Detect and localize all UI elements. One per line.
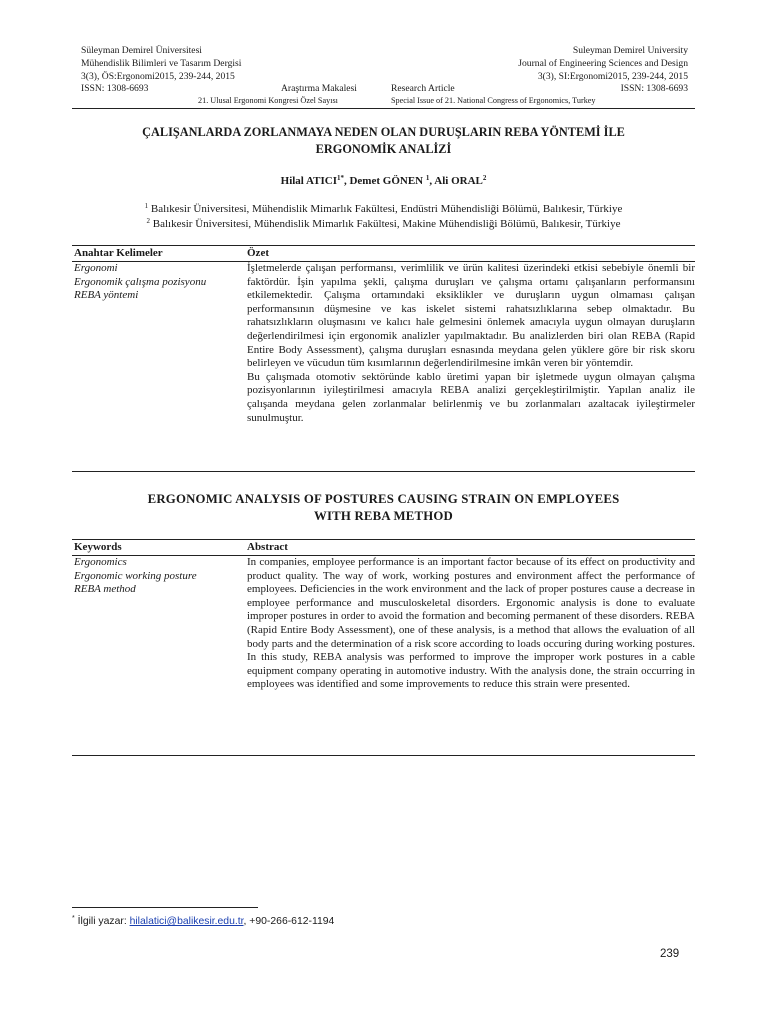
author-affiliation-mark: 1 — [425, 174, 430, 182]
affiliation-number: 2 — [146, 217, 150, 225]
affiliation-text: Balıkesir Üniversitesi, Mühendislik Mimarlık Fakültesi, Makine Mühendisliği Bölümü, Balıkesir, Türkiye — [152, 218, 621, 230]
paper-title-en — [72, 491, 695, 525]
keywords-heading-en: Keywords — [74, 541, 122, 553]
footnote-phone: , +90-266-612-1194 — [243, 916, 335, 927]
affiliation — [72, 218, 695, 230]
issn-right: ISSN: 1308-6693 — [620, 83, 688, 94]
header-line: Süleyman Demirel Üniversitesi — [81, 45, 202, 56]
author-affiliation-mark: 2 — [482, 174, 487, 182]
email-link[interactable]: hilalatici@balikesir.edu.tr — [129, 916, 244, 927]
keyword-item: Ergonomics — [74, 556, 127, 568]
author-name: Demet GÖNEN — [349, 175, 424, 187]
journal-header-en — [81, 44, 688, 84]
author-separator: , — [429, 175, 435, 187]
keyword-list-tr — [74, 262, 244, 303]
footnote-marker: * — [72, 915, 75, 922]
header-line: Suleyman Demirel University — [572, 45, 688, 56]
abstract-paragraph: İşletmelerde çalışan performansı, verimlilik ve ürün kalitesi üzerindeki etkisi sebebiyle önemli bir faktördür. İşin yapılma şekli, çalışma duruşları ve çalışma ortamı çalışanların performansını etkilemektedir. Çalışma ortamındaki eksiklikler ve duruşların uygun olmaması çalışan performansının düşmesine ve kas iskelet sistemi rahatsızlıklarına sebep olmaktadır. Bu rahatsızlıkların oluşmasını ve kalıcı hale gelmesini önlemek amacıyla uygun olmayan duruşların değerlendirilmesi için ergonomik analizler yapılmaktadır. Bu analizlerden biri olan REBA (Rapid Entire Body Assessment), çalışma duruşları esnasında meydana gelen yüklere göre bir risk skoru belirleyen ve vücudun tüm kısımlarının değerlendirilmesine imkân veren bir yöntemdir. — [247, 262, 695, 370]
keyword-item: Ergonomic working posture — [74, 569, 197, 582]
keywords-heading-tr: Anahtar Kelimeler — [74, 247, 163, 259]
abstract-en — [247, 556, 695, 692]
header-divider — [72, 108, 695, 109]
article-type-tr: Araştırma Makalesi — [281, 83, 357, 94]
title-line: WITH REBA METHOD — [313, 509, 453, 523]
abstract-paragraph: In companies, employee performance is an important factor because of its effect on productivity and product quality. The way of work, working postures and environment affect the performance of employees. Deficiencies in the work environment and the lack of proper postures cause a decrease in employee performance and musculoskeletal disorders. Ergonomic analysis is done to evaluate improper postures in order to avoid the formation and becoming permanent of these disorders. REBA (Rapid Entire Body Assessment), one of these analysis, is a method that allows the evaluation of all body parts and the determination of a risk score according to loads occuring during working postures. In this study, REBA analysis was performed to improve the improper work postures in a cable equipment company operating in automotive industry. With the analysis done, the strain occurring in employees was identified and some improvements to reduce this strain were presented. — [247, 556, 695, 691]
abstract-heading-tr: Özet — [247, 247, 269, 259]
issn-left: ISSN: 1308-6693 — [81, 83, 149, 94]
author-affiliation-mark: 1* — [336, 174, 344, 182]
header-issn-row — [81, 83, 688, 97]
page-number: 239 — [660, 948, 680, 960]
title-line: ÇALIŞANLARDA ZORLANMAYA NEDEN OLAN DURUŞLARIN REBA YÖNTEMİ İLE — [142, 125, 625, 139]
section-bottom-rule — [72, 471, 695, 472]
special-issue-en: Special Issue of 21. National Congress of Ergonomics, Turkey — [391, 96, 596, 105]
abstract-paragraph: Bu çalışmada otomotiv sektöründe kablo üretimi yapan bir işletmede uygun olmayan çalışma pozisyonlarının iyileştirilmesi amacıyla REBA analizi gerçekleştirilmiştir. Yapılan analiz ile çalışanda meydana gelen zorlanmalar belirlenmiş ve bu zorlanmaları azaltacak iyileştirmeler sunulmuştur. — [247, 370, 695, 424]
affiliation-number: 1 — [144, 202, 149, 210]
article-type-en: Research Article — [391, 83, 455, 94]
title-line: ERGONOMİK ANALİZİ — [315, 142, 452, 156]
author-list — [72, 175, 695, 187]
author-separator: , — [343, 175, 350, 187]
keyword-item: REBA yöntemi — [74, 289, 139, 302]
special-issue-tr: 21. Ulusal Ergonomi Kongresi Özel Sayısı — [198, 96, 338, 105]
section-bottom-rule — [72, 755, 695, 756]
author-name: Ali ORAL — [434, 175, 483, 187]
abstract-heading-en: Abstract — [247, 541, 288, 553]
header-line: Mühendislik Bilimleri ve Tasarım Dergisi — [81, 58, 242, 70]
abstract-tr — [247, 262, 695, 425]
author-name: Hilal ATICI — [280, 175, 337, 187]
header-line: 3(3), SI:Ergonomi2015, 239-244, 2015 — [537, 71, 688, 83]
keyword-item: Ergonomik çalışma pozisyonu — [74, 275, 207, 288]
footnote-separator — [72, 907, 258, 908]
keyword-item: REBA method — [74, 583, 136, 596]
footnote-label: İlgili yazar: — [77, 916, 130, 927]
affiliation-text: Balıkesir Üniversitesi, Mühendislik Mimarlık Fakültesi, Endüstri Mühendisliği Bölümü, Balıkesir, Türkiye — [150, 203, 623, 215]
header-line: 3(3), ÖS:Ergonomi2015, 239-244, 2015 — [81, 71, 235, 83]
affiliation — [72, 203, 695, 215]
header-line: Journal of Engineering Sciences and Design — [518, 58, 688, 70]
footnote — [72, 916, 334, 927]
title-line: ERGONOMIC ANALYSIS OF POSTURES CAUSING STRAIN ON EMPLOYEES — [147, 492, 620, 506]
paper-title-tr — [72, 124, 695, 158]
section-top-rule — [72, 539, 695, 540]
keyword-item: Ergonomi — [74, 262, 118, 274]
section-top-rule — [72, 245, 695, 246]
keyword-list-en — [74, 556, 244, 597]
